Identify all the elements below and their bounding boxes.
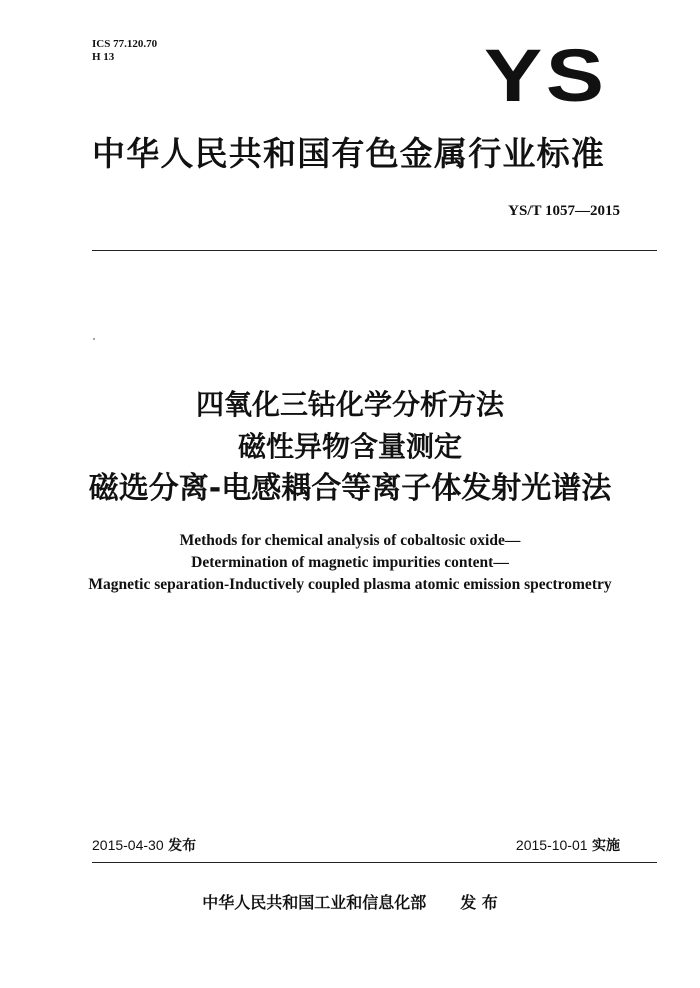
- ccs-code: H 13: [92, 51, 115, 63]
- implementation-date: [516, 835, 620, 855]
- issuer-label: 发 布: [460, 893, 498, 912]
- classification-block: [92, 38, 157, 64]
- english-title-line-3: Magnetic separation-Inductively coupled plasma atomic emission spectrometry: [88, 576, 612, 593]
- issue-date-value: 2015-04-30: [92, 837, 164, 853]
- ics-code: ICS 77.120.70: [92, 38, 158, 50]
- ys-logo: YS: [484, 34, 608, 117]
- english-title: [0, 530, 700, 596]
- standard-number: YS/T 1057—2015: [508, 203, 620, 219]
- issuer-name: 中华人民共和国工业和信息化部: [202, 893, 427, 912]
- chinese-title-line-3: 磁选分离-电感耦合等离子体发射光谱法: [88, 471, 612, 506]
- chinese-title-line-1: 四氧化三钴化学分析方法: [195, 388, 504, 421]
- issue-date-label: 发布: [168, 838, 197, 854]
- implementation-date-label: 实施: [592, 838, 620, 854]
- margin-dot: [93, 338, 95, 340]
- issuing-authority: [0, 890, 700, 913]
- english-title-line-1: Methods for chemical analysis of cobaltosic oxide—: [179, 532, 521, 549]
- english-title-line-2: Determination of magnetic impurities content—: [191, 554, 509, 571]
- chinese-title: [0, 385, 700, 509]
- top-divider: [92, 250, 657, 251]
- standard-category-title: 中华人民共和国有色金属行业标准: [92, 134, 605, 173]
- chinese-title-line-2: 磁性异物含量测定: [237, 430, 462, 463]
- implementation-date-value: 2015-10-01: [515, 837, 588, 853]
- issue-date: [92, 835, 196, 855]
- bottom-divider: [92, 862, 657, 863]
